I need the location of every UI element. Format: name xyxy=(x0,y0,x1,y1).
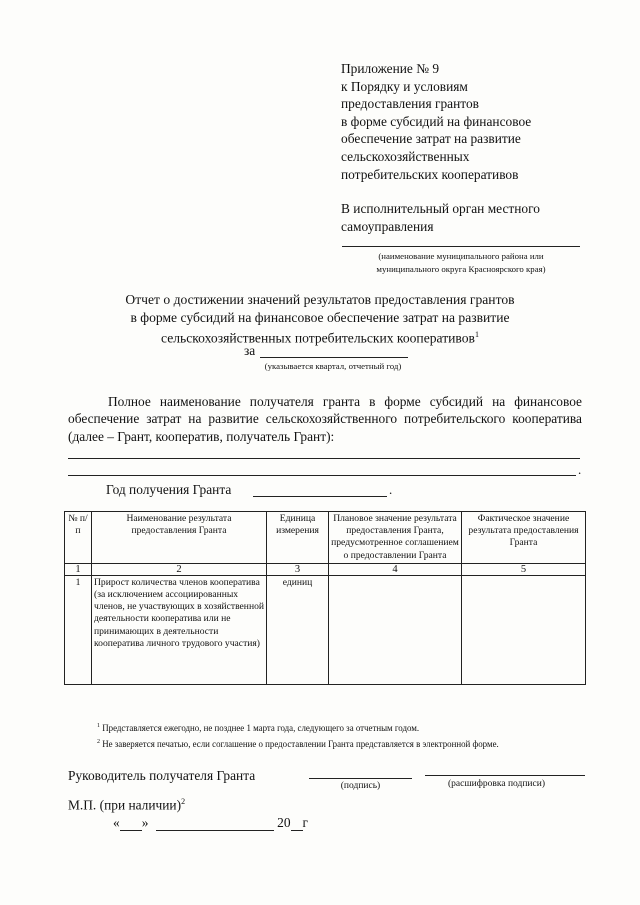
addressee xyxy=(341,200,540,235)
addressee-line: В исполнительный орган местного xyxy=(341,201,540,216)
footnote-text: Не заверяется печатью, если соглашение о предоставлении Гранта представляется в электронной форме. xyxy=(102,738,499,749)
signature-decode-note: (расшифровка подписи) xyxy=(448,779,545,789)
month-fill-line[interactable] xyxy=(156,816,274,831)
stamp-text: М.П. (при наличии) xyxy=(68,797,182,813)
footnote-mark: 1 xyxy=(97,723,100,729)
column-number: 1 xyxy=(65,563,92,575)
addressee-fill-line[interactable] xyxy=(342,246,580,247)
table-row xyxy=(65,575,586,684)
year-fill-line[interactable] xyxy=(291,816,303,831)
title-line: в форме субсидий на финансовое обеспечение затрат на развитие xyxy=(130,309,510,325)
table-header-cell: № п/п xyxy=(65,512,92,564)
recipient-fill-line[interactable] xyxy=(68,458,580,459)
addressee-note-line: (наименование муниципального района или xyxy=(378,251,544,261)
footnotes xyxy=(97,719,499,751)
title-line-text: сельскохозяйственных потребительских кооперативов xyxy=(161,330,475,346)
signature-note: (подпись) xyxy=(340,781,381,791)
signature-line[interactable] xyxy=(309,778,412,779)
row-number: 1 xyxy=(65,575,92,684)
unit-cell: единиц xyxy=(267,575,329,684)
signature-decode-line[interactable] xyxy=(425,775,585,776)
recipient-paragraph: Полное наименование получателя гранта в форме субсидий на финансовое обеспечение затрат на развитие сельскохозяйственного потребительского кооператива (далее – Грант, кооператив, получатель Грант): xyxy=(68,394,582,444)
appendix-line: в форме субсидий на финансовое xyxy=(341,113,532,129)
grant-year-period: . xyxy=(389,482,393,497)
planned-value-cell[interactable] xyxy=(329,575,462,684)
head-label: Руководитель получателя Гранта xyxy=(68,768,256,783)
result-name: Прирост количества членов кооператива (за исключением ассоциированных членов, не участвующих в хозяйственной деятельности кооператива или не принимающих в деятельности кооператива личного трудового участия) xyxy=(92,575,267,684)
appendix-line: Приложение № 9 xyxy=(341,61,440,76)
title-line: Отчет о достижении значений результатов предоставления грантов xyxy=(125,292,515,307)
year-prefix: 20 xyxy=(277,815,291,830)
column-number: 4 xyxy=(329,563,462,575)
footnote-mark: 1 xyxy=(474,330,479,340)
date-quote-close: » xyxy=(141,815,149,830)
results-table xyxy=(64,511,586,685)
appendix-line: сельскохозяйственных xyxy=(341,148,470,164)
footnote-mark: 2 xyxy=(181,797,186,806)
addressee-note xyxy=(342,250,580,275)
grant-year-label: Год получения Гранта xyxy=(106,482,232,497)
column-number: 3 xyxy=(267,563,329,575)
date-row xyxy=(113,815,308,831)
table-header-cell: Плановое значение результата предоставления Гранта, предусмотренное соглашением о предоставлении Гранта xyxy=(329,512,462,564)
fill-period: . xyxy=(578,462,582,477)
period-note: (указывается квартал, отчетный год) xyxy=(264,361,402,371)
report-title xyxy=(60,291,580,347)
footnote-text: Представляется ежегодно, не позднее 1 марта года, следующего за отчетным годом. xyxy=(102,722,420,733)
table-number-row xyxy=(65,563,586,575)
grant-year-fill-line[interactable] xyxy=(253,496,387,497)
title-line xyxy=(60,326,580,347)
stamp-label xyxy=(68,797,185,813)
column-number: 2 xyxy=(92,563,267,575)
column-number: 5 xyxy=(462,563,586,575)
table-header-cell: Наименование результата предоставления Гранта xyxy=(92,512,267,564)
period-fill-line[interactable] xyxy=(260,357,408,358)
period-label: за xyxy=(244,343,256,358)
day-fill-line[interactable] xyxy=(120,816,142,831)
table-header-cell: Единица измерения xyxy=(267,512,329,564)
footnote-mark: 2 xyxy=(97,738,100,745)
footnote-1 xyxy=(97,719,499,735)
footnote-2 xyxy=(97,735,499,751)
appendix-line: предоставления грантов xyxy=(341,96,479,112)
recipient-fill-line[interactable] xyxy=(68,475,576,476)
date-quote-open: « xyxy=(113,815,120,830)
actual-value-cell[interactable] xyxy=(462,575,586,684)
year-suffix: г xyxy=(302,815,309,830)
appendix-line: потребительских кооперативов xyxy=(341,166,519,182)
appendix-header xyxy=(341,60,626,183)
table-header-cell: Фактическое значение результата предоставления Гранта xyxy=(462,512,586,564)
addressee-line: самоуправления xyxy=(341,218,434,234)
appendix-line: обеспечение затрат на развитие xyxy=(341,131,521,147)
table-header-row xyxy=(65,512,586,564)
addressee-note-line: муниципального округа Красноярского края) xyxy=(376,263,546,274)
appendix-line: к Порядку и условиям xyxy=(341,78,468,94)
